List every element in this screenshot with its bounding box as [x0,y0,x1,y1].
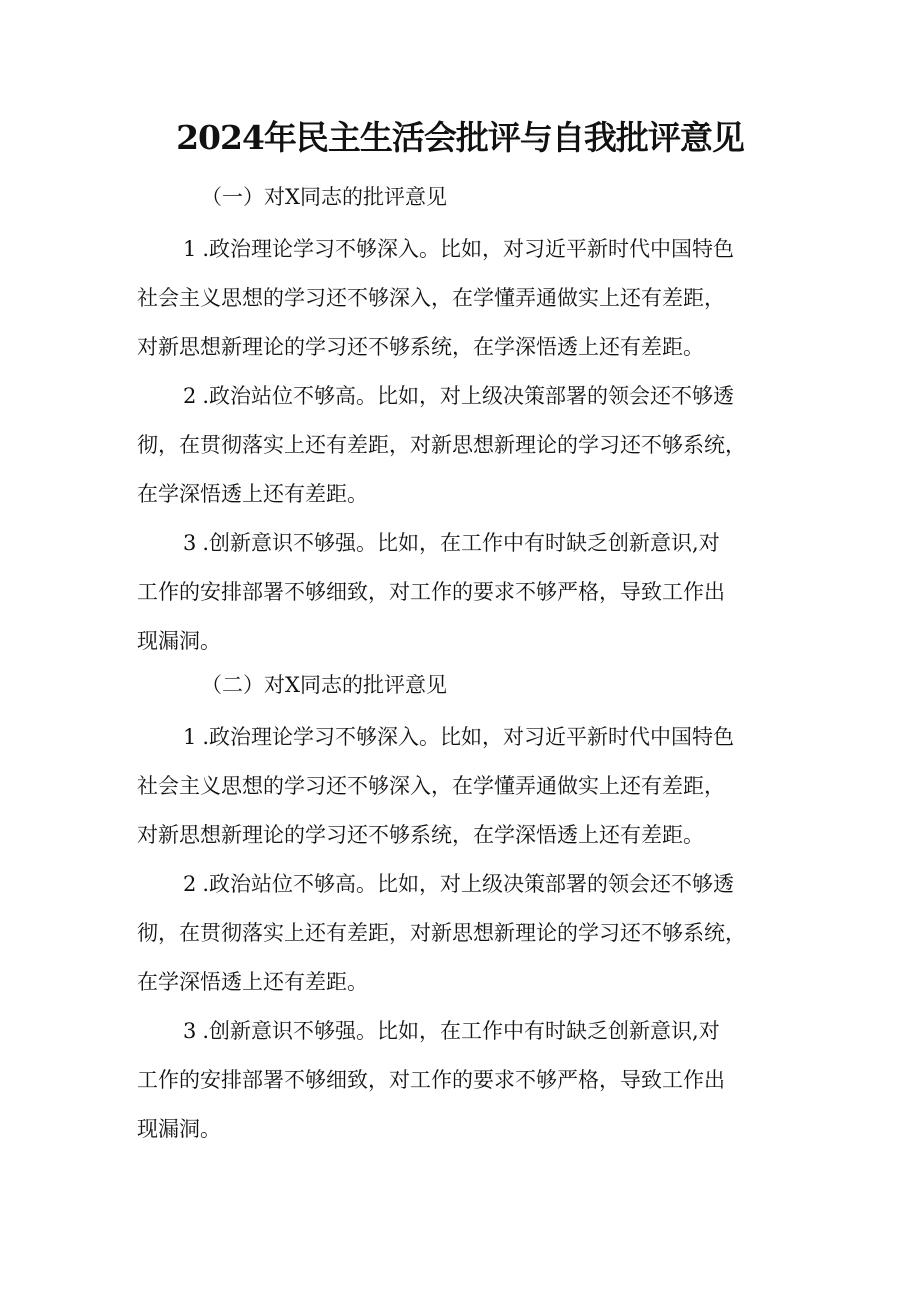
document-title: 2024年民主生活会批评与自我批评意见 [176,118,744,157]
item-line: .政治理论学习不够深入。比如，对习近平新时代中国特色 [202,725,735,749]
critique-item [137,372,797,519]
item-line: 工作的安排部署不够细致，对工作的要求不够严格，导致工作出 [137,1068,725,1092]
item-number: 1 [183,725,197,749]
item-line: 对新思想新理论的学习还不够系统，在学深悟透上还有差距。 [137,335,704,359]
item-line: .政治站位不够高。比如，对上级决策部署的领会还不够透 [202,384,735,408]
section-2 [137,668,797,1154]
item-line: 对新思想新理论的学习还不够系统，在学深悟透上还有差距。 [137,823,704,847]
item-line: 现漏洞。 [137,629,221,653]
item-line: .创新意识不够强。比如，在工作中有时缺乏创新意识,对 [202,531,720,555]
item-line: .政治站位不够高。比如，对上级决策部署的领会还不够透 [202,872,735,896]
section-heading: （二）对X同志的批评意见 [201,673,447,697]
critique-item [137,713,797,860]
item-line: .政治理论学习不够深入。比如，对习近平新时代中国特色 [202,237,735,261]
item-line: 在学深悟透上还有差距。 [137,970,368,994]
section-heading: （一）对X同志的批评意见 [201,185,447,209]
critique-item [137,860,797,1007]
critique-item [137,519,797,666]
item-line: 社会主义思想的学习还不够深入，在学懂弄通做实上还有差距， [137,286,725,310]
critique-item [137,1007,797,1154]
item-line: .创新意识不够强。比如，在工作中有时缺乏创新意识,对 [202,1019,720,1043]
item-line: 现漏洞。 [137,1117,221,1141]
item-line: 社会主义思想的学习还不够深入，在学懂弄通做实上还有差距， [137,774,725,798]
item-number: 2 [183,384,197,408]
critique-item [137,225,797,372]
item-number: 3 [183,1019,197,1043]
item-line: 彻，在贯彻落实上还有差距，对新思想新理论的学习还不够系统， [137,921,746,945]
item-line: 在学深悟透上还有差距。 [137,482,368,506]
item-number: 2 [183,872,197,896]
item-number: 3 [183,531,197,555]
item-number: 1 [183,237,197,261]
item-line: 工作的安排部署不够细致，对工作的要求不够严格，导致工作出 [137,580,725,604]
item-line: 彻，在贯彻落实上还有差距，对新思想新理论的学习还不够系统， [137,433,746,457]
section-1 [137,180,797,666]
